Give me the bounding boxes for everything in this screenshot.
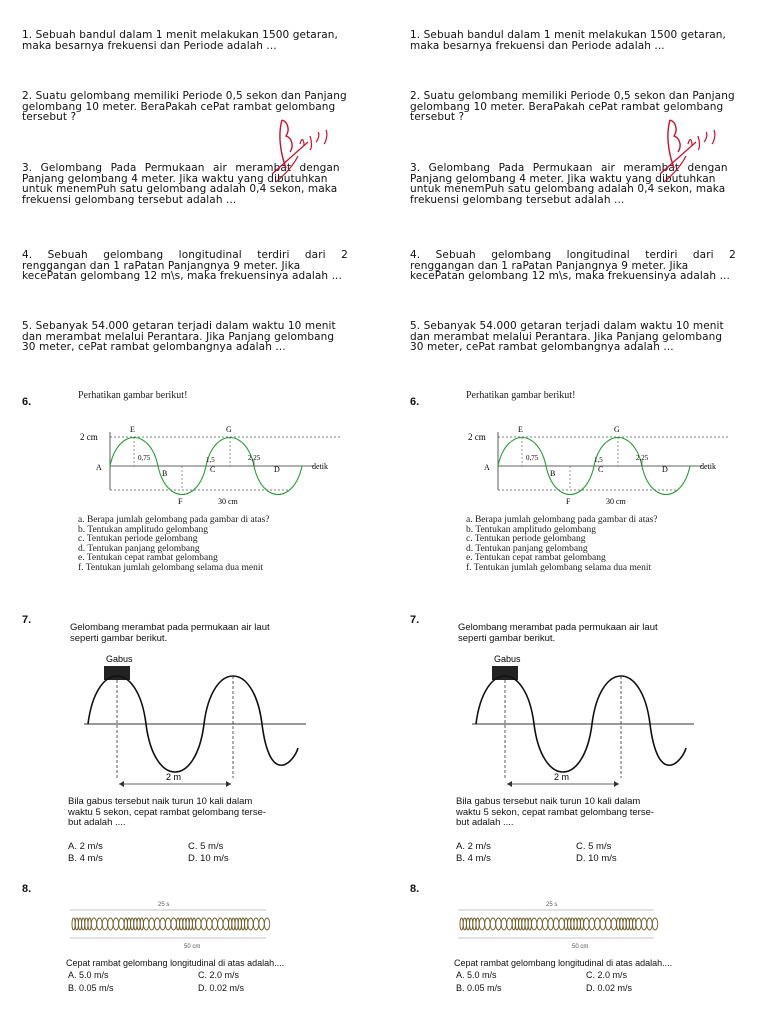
spring-coil: [85, 918, 88, 930]
spring-coil: [180, 918, 183, 930]
spring-coil: [496, 918, 502, 930]
question-6-item-e: e. Tentukan cepat rambat gelombang: [78, 553, 218, 563]
question-8-text: Cepat rambat gelombang longitudinal di atas adalah....: [454, 958, 673, 968]
spring-coil: [531, 918, 537, 930]
spring-coil: [479, 918, 485, 930]
time-tick-2: 1,5: [594, 456, 603, 464]
distance-label: 2 m: [554, 772, 570, 782]
question-7-number: 7.: [410, 614, 420, 626]
spring-coil: [600, 918, 606, 930]
point-g-label: G: [614, 425, 620, 434]
spring-coil: [577, 918, 580, 930]
point-f-label: F: [566, 497, 571, 506]
spring-coil: [245, 918, 248, 930]
transverse-wave-figure: [78, 420, 358, 512]
distance-label: 2 m: [166, 772, 182, 782]
question-8-option-c: C. 2.0 m/s: [586, 970, 628, 980]
spring-coil: [463, 918, 466, 930]
question-7-option-b: B. 4 m/s: [456, 853, 491, 864]
spring-coil: [623, 918, 626, 930]
spring-coil: [82, 918, 85, 930]
spring-coil: [143, 918, 149, 930]
spring-top-label: 25 s: [158, 902, 170, 908]
question-2: 2. Suatu gelombang memiliki Periode 0,5 sekon dan Panjang gelombang 10 meter. BeraPakah cePat rambat gelombang tersebut ?: [410, 90, 735, 123]
gabus-label: Gabus: [106, 654, 133, 664]
point-f-label: F: [178, 497, 183, 506]
spring-coils: [72, 918, 270, 930]
spring-bottom-label: 50 cm: [572, 944, 589, 950]
spring-coil: [473, 918, 476, 930]
point-e-label: E: [518, 425, 523, 434]
time-tick-1: 0,75: [138, 454, 151, 462]
spring-coil: [522, 918, 525, 930]
spring-coil: [232, 918, 235, 930]
question-8-option-d: D. 0.02 m/s: [586, 983, 633, 993]
spring-coil: [595, 918, 601, 930]
spring-coil: [580, 918, 583, 930]
point-a-label: A: [484, 463, 490, 472]
spring-coil: [102, 918, 108, 930]
spring-coil: [189, 918, 192, 930]
spring-coil: [192, 918, 195, 930]
spring-wave-figure: [454, 898, 664, 956]
spring-coil: [78, 918, 81, 930]
spring-coil: [460, 918, 463, 930]
spring-coil: [212, 918, 218, 930]
spring-coil: [626, 918, 629, 930]
spring-coil: [235, 918, 238, 930]
transverse-wave-figure: [466, 420, 746, 512]
question-6-item-f: f. Tentukan jumlah gelombang selama dua menit: [466, 562, 652, 573]
point-b-label: B: [550, 469, 556, 478]
question-7-option-d: D. 10 m/s: [188, 853, 229, 864]
time-tick-2: 1,5: [206, 456, 215, 464]
spring-coil: [584, 918, 590, 930]
question-4: 4. Sebuah gelombang longitudinal terdiri dari 2 renggangan dan 1 raPatan Panjangnya 9 meter. Jika kecePatan gelombang 12 m\s, maka frekuensinya adalah ...: [410, 249, 736, 282]
question-7-intro: Gelombang merambat pada permukaan air laut seperti gambar berikut.: [70, 622, 270, 644]
spring-coil: [137, 918, 140, 930]
question-6-item-a: a. Berapa jumlah gelombang pada gambar di atas?: [466, 515, 658, 525]
spring-coil: [574, 918, 577, 930]
spring-coil: [140, 918, 143, 930]
spring-coil: [238, 918, 241, 930]
spring-coil: [564, 918, 567, 930]
question-7-option-a: A. 2 m/s: [68, 841, 103, 852]
spring-coil: [512, 918, 515, 930]
axis-detik-label: detik: [312, 462, 328, 471]
question-4: 4. Sebuah gelombang longitudinal terdiri dari 2 renggangan dan 1 raPatan Panjangnya 9 meter. Jika kecePatan gelombang 12 m\s, maka frekuensinya adalah ...: [22, 249, 348, 282]
spring-coil: [119, 918, 125, 930]
amplitude-label: 2 cm: [80, 432, 98, 442]
spring-coil: [165, 918, 171, 930]
spring-coil: [248, 918, 254, 930]
spring-coil: [641, 918, 647, 930]
spring-coil: [241, 918, 244, 930]
question-6-item-d: d. Tentukan panjang gelombang: [466, 543, 588, 554]
question-2: 2. Suatu gelombang memiliki Periode 0,5 sekon dan Panjang gelombang 10 meter. BeraPakah cePat rambat gelombang tersebut ?: [22, 90, 347, 123]
spring-coil: [229, 918, 232, 930]
worksheet-column-left: [16, 0, 388, 1024]
amplitude-label: 2 cm: [468, 432, 486, 442]
question-6-item-d: d. Tentukan panjang gelombang: [78, 543, 200, 554]
spring-coil: [528, 918, 531, 930]
axis-detik-label: detik: [700, 462, 716, 471]
time-tick-3: 2,25: [248, 454, 261, 462]
point-a-label: A: [96, 463, 102, 472]
spring-coil: [124, 918, 127, 930]
question-8-option-b: B. 0.05 m/s: [68, 983, 114, 993]
spring-coil: [127, 918, 130, 930]
spring-coil: [186, 918, 189, 930]
spring-coil: [149, 918, 155, 930]
question-7-intro: Gelombang merambat pada permukaan air laut seperti gambar berikut.: [458, 622, 658, 644]
red-handwriting-mark: [656, 112, 726, 192]
spring-coil: [589, 918, 595, 930]
question-6-items: [78, 516, 270, 573]
spring-coil: [515, 918, 518, 930]
question-6-title: Perhatikan gambar berikut!: [78, 390, 188, 401]
question-6-number: 6.: [410, 396, 420, 408]
spring-coil: [218, 918, 224, 930]
question-8-option-c: C. 2.0 m/s: [198, 970, 240, 980]
spring-coil: [113, 918, 119, 930]
question-8-number: 8.: [22, 883, 32, 895]
question-6-item-c: c. Tentukan periode gelombang: [466, 534, 586, 544]
red-handwriting-mark: [268, 112, 338, 192]
question-7-option-d: D. 10 m/s: [576, 853, 617, 864]
spring-coil: [548, 918, 554, 930]
spring-coil: [501, 918, 507, 930]
spring-coil: [97, 918, 103, 930]
question-1: 1. Sebuah bandul dalam 1 menit melakukan 1500 getaran, maka besarnya frekuensi dan Periode adalah ...: [410, 29, 726, 52]
question-6-item-f: f. Tentukan jumlah gelombang selama dua menit: [78, 562, 264, 573]
spring-coil: [160, 918, 166, 930]
spring-coil: [466, 918, 469, 930]
question-8-option-b: B. 0.05 m/s: [456, 983, 502, 993]
spring-wave-figure: [66, 898, 276, 956]
spring-coil: [131, 918, 134, 930]
question-7-text: Bila gabus tersebut naik turun 10 kali dalam waktu 5 sekon, cepat rambat gelombang terse- but adalah ....: [68, 796, 267, 828]
question-5: 5. Sebanyak 54.000 getaran terjadi dalam waktu 10 menit dan merambat melalui Perantara. Jika Panjang gelombang 30 meter, cePat rambat gelombangnya adalah ...: [22, 320, 336, 353]
question-7-option-c: C. 5 m/s: [188, 841, 224, 852]
length-label: 30 cm: [606, 497, 626, 506]
spring-coil: [633, 918, 636, 930]
gabus-label: Gabus: [494, 654, 521, 664]
spring-coil: [542, 918, 548, 930]
spring-coil: [88, 918, 91, 930]
question-6-item-b: b. Tentukan amplitudo gelombang: [466, 524, 597, 535]
spring-coil: [617, 918, 620, 930]
spring-coil: [519, 918, 522, 930]
point-d-label: D: [274, 465, 280, 474]
spring-coil: [571, 918, 574, 930]
question-1: 1. Sebuah bandul dalam 1 menit melakukan 1500 getaran, maka besarnya frekuensi dan Periode adalah ...: [22, 29, 338, 52]
spring-coil: [611, 918, 617, 930]
spring-coil: [201, 918, 207, 930]
spring-coil: [183, 918, 186, 930]
spring-coil: [606, 918, 612, 930]
time-tick-3: 2,25: [636, 454, 649, 462]
spring-coil: [629, 918, 632, 930]
spring-coil: [207, 918, 213, 930]
question-7-option-b: B. 4 m/s: [68, 853, 103, 864]
spring-coil: [553, 918, 559, 930]
question-6-title: Perhatikan gambar berikut!: [466, 390, 576, 401]
length-label: 30 cm: [218, 497, 238, 506]
spring-coil: [507, 918, 513, 930]
question-3: 3. Gelombang Pada Permukaan air merambat dengan Panjang gelombang 4 meter. Jika waktu yang dibutuhkan untuk menemPuh satu gelombang adalah 0,4 sekon, maka frekuensi gelombang tersebut adalah ...: [410, 162, 728, 206]
spring-coil: [75, 918, 78, 930]
spring-coil: [537, 918, 543, 930]
spring-coil: [620, 918, 623, 930]
spring-coil: [559, 918, 565, 930]
worksheet-column-right: [404, 0, 768, 1024]
spring-coil: [652, 918, 658, 930]
spring-coil: [259, 918, 265, 930]
spring-coil: [176, 918, 179, 930]
spring-coil: [476, 918, 479, 930]
spring-coil: [525, 918, 528, 930]
question-3: 3. Gelombang Pada Permukaan air merambat dengan Panjang gelombang 4 meter. Jika waktu yang dibutuhkan untuk menemPuh satu gelombang adalah 0,4 sekon, maka frekuensi gelombang tersebut adalah ...: [22, 162, 340, 206]
spring-coil: [647, 918, 653, 930]
point-c-label: C: [598, 465, 604, 474]
question-8-option-a: A. 5.0 m/s: [68, 970, 109, 980]
question-6-item-c: c. Tentukan periode gelombang: [78, 534, 198, 544]
point-d-label: D: [662, 465, 668, 474]
spring-coil: [253, 918, 258, 930]
question-6-item-e: e. Tentukan cepat rambat gelombang: [466, 553, 606, 563]
spring-coil: [196, 918, 202, 930]
spring-coil: [264, 918, 270, 930]
spring-coil: [485, 918, 491, 930]
spring-coil: [171, 918, 177, 930]
question-6-item-a: a. Berapa jumlah gelombang pada gambar di atas?: [78, 515, 270, 525]
spring-bottom-label: 50 cm: [184, 944, 201, 950]
spring-coil: [154, 918, 160, 930]
point-b-label: B: [162, 469, 168, 478]
point-c-label: C: [210, 465, 216, 474]
spring-coil: [568, 918, 571, 930]
spring-coil: [134, 918, 137, 930]
spring-coil: [223, 918, 229, 930]
question-6-number: 6.: [22, 396, 32, 408]
question-7-option-a: A. 2 m/s: [456, 841, 491, 852]
question-8-option-a: A. 5.0 m/s: [456, 970, 497, 980]
ocean-wave-figure: [84, 652, 314, 792]
question-7-option-c: C. 5 m/s: [576, 841, 612, 852]
question-6-items: [466, 516, 658, 573]
question-7-text: Bila gabus tersebut naik turun 10 kali dalam waktu 5 sekon, cepat rambat gelombang terse- but adalah ....: [456, 796, 655, 828]
question-5: 5. Sebanyak 54.000 getaran terjadi dalam waktu 10 menit dan merambat melalui Perantara. Jika Panjang gelombang 30 meter, cePat rambat gelombangnya adalah ...: [410, 320, 724, 353]
question-8-option-d: D. 0.02 m/s: [198, 983, 245, 993]
question-8-number: 8.: [410, 883, 420, 895]
spring-coils: [460, 918, 658, 930]
ocean-wave-figure: [472, 652, 702, 792]
point-e-label: E: [130, 425, 135, 434]
spring-coil: [108, 918, 114, 930]
point-g-label: G: [226, 425, 232, 434]
time-tick-1: 0,75: [526, 454, 539, 462]
spring-coil: [91, 918, 97, 930]
spring-coil: [490, 918, 496, 930]
question-7-number: 7.: [22, 614, 32, 626]
question-8-text: Cepat rambat gelombang longitudinal di atas adalah....: [66, 958, 285, 968]
spring-top-label: 25 s: [546, 902, 558, 908]
question-6-item-b: b. Tentukan amplitudo gelombang: [78, 524, 209, 535]
spring-coil: [470, 918, 473, 930]
spring-coil: [72, 918, 75, 930]
spring-coil: [636, 918, 642, 930]
